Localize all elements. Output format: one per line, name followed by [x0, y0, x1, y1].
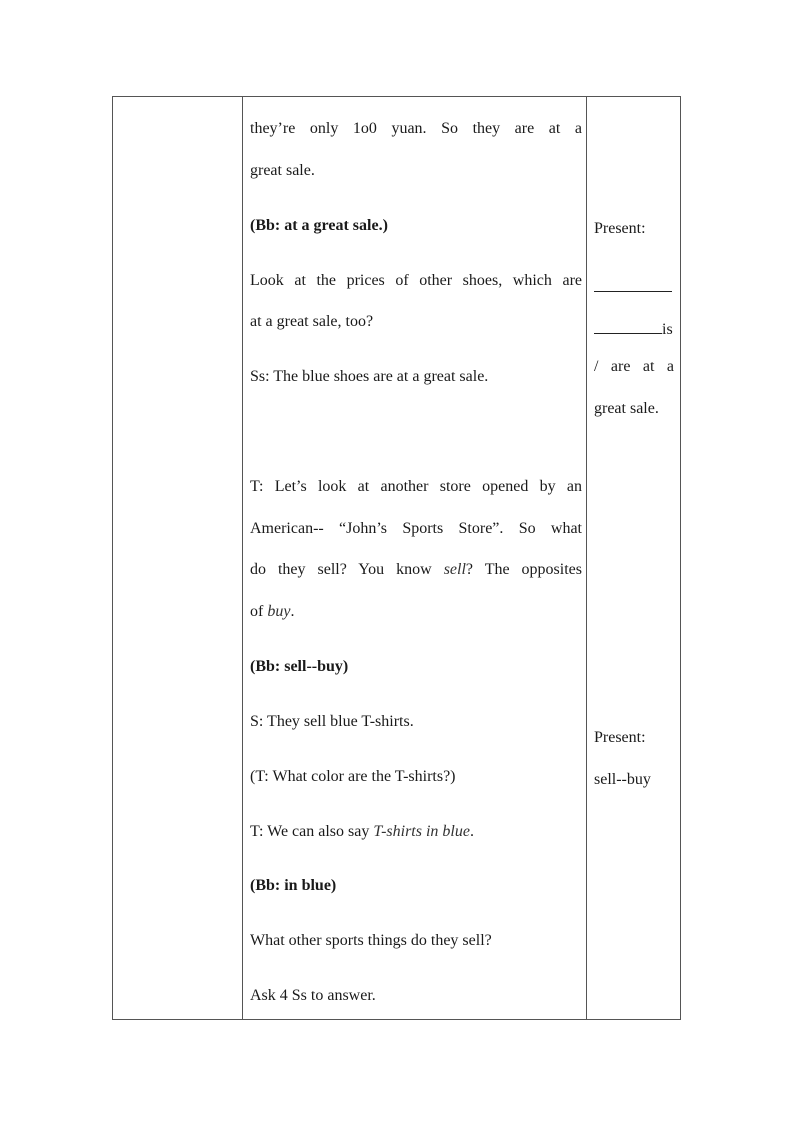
text-line: at a great sale, too? — [250, 313, 374, 330]
text-segment: T: We can also say — [250, 823, 374, 840]
present-label: Present: — [594, 729, 646, 746]
text-segment: ? The opposites — [465, 561, 582, 578]
italic-word: sell — [443, 561, 466, 578]
text-line — [250, 560, 582, 580]
text-line: S: They sell blue T-shirts. — [250, 713, 414, 730]
text-segment: do they sell? You know — [250, 561, 444, 578]
column-divider-1 — [242, 97, 243, 1019]
text-line — [250, 822, 474, 842]
text-line: Ss: The blue shoes are at a great sale. — [250, 368, 489, 385]
text-line: Ask 4 Ss to answer. — [250, 987, 376, 1004]
text-segment: . — [290, 603, 295, 620]
column-divider-2 — [586, 97, 587, 1019]
text-line: Look at the prices of other shoes, which are — [250, 272, 582, 289]
text-segment: . — [469, 823, 474, 840]
text-line: American-- “John’s Sports Store”. So what — [250, 520, 582, 537]
lesson-table — [112, 96, 681, 1020]
italic-word: buy — [267, 603, 291, 620]
italic-phrase: T-shirts in blue — [373, 823, 470, 840]
text-segment: is — [662, 321, 673, 338]
present-label: Present: — [594, 220, 646, 237]
text-line: / are at a — [594, 358, 674, 375]
blackboard-note: (Bb: in blue) — [250, 877, 337, 894]
text-line: great sale. — [250, 162, 315, 179]
text-line: What other sports things do they sell? — [250, 932, 492, 949]
blackboard-note: (Bb: at a great sale.) — [250, 217, 388, 234]
text-line — [250, 602, 294, 622]
fill-blank-line — [594, 317, 673, 340]
text-line: T: Let’s look at another store opened by an — [250, 478, 582, 495]
text-line: they’re only 1o0 yuan. So they are at a — [250, 120, 582, 137]
fill-blank-line — [594, 275, 672, 298]
blackboard-note: (Bb: sell--buy) — [250, 658, 349, 675]
text-line: sell--buy — [594, 771, 651, 788]
blank — [594, 317, 662, 334]
blank — [594, 275, 672, 292]
text-segment: of — [250, 603, 268, 620]
text-line: (T: What color are the T-shirts?) — [250, 768, 456, 785]
text-line: great sale. — [594, 400, 659, 417]
